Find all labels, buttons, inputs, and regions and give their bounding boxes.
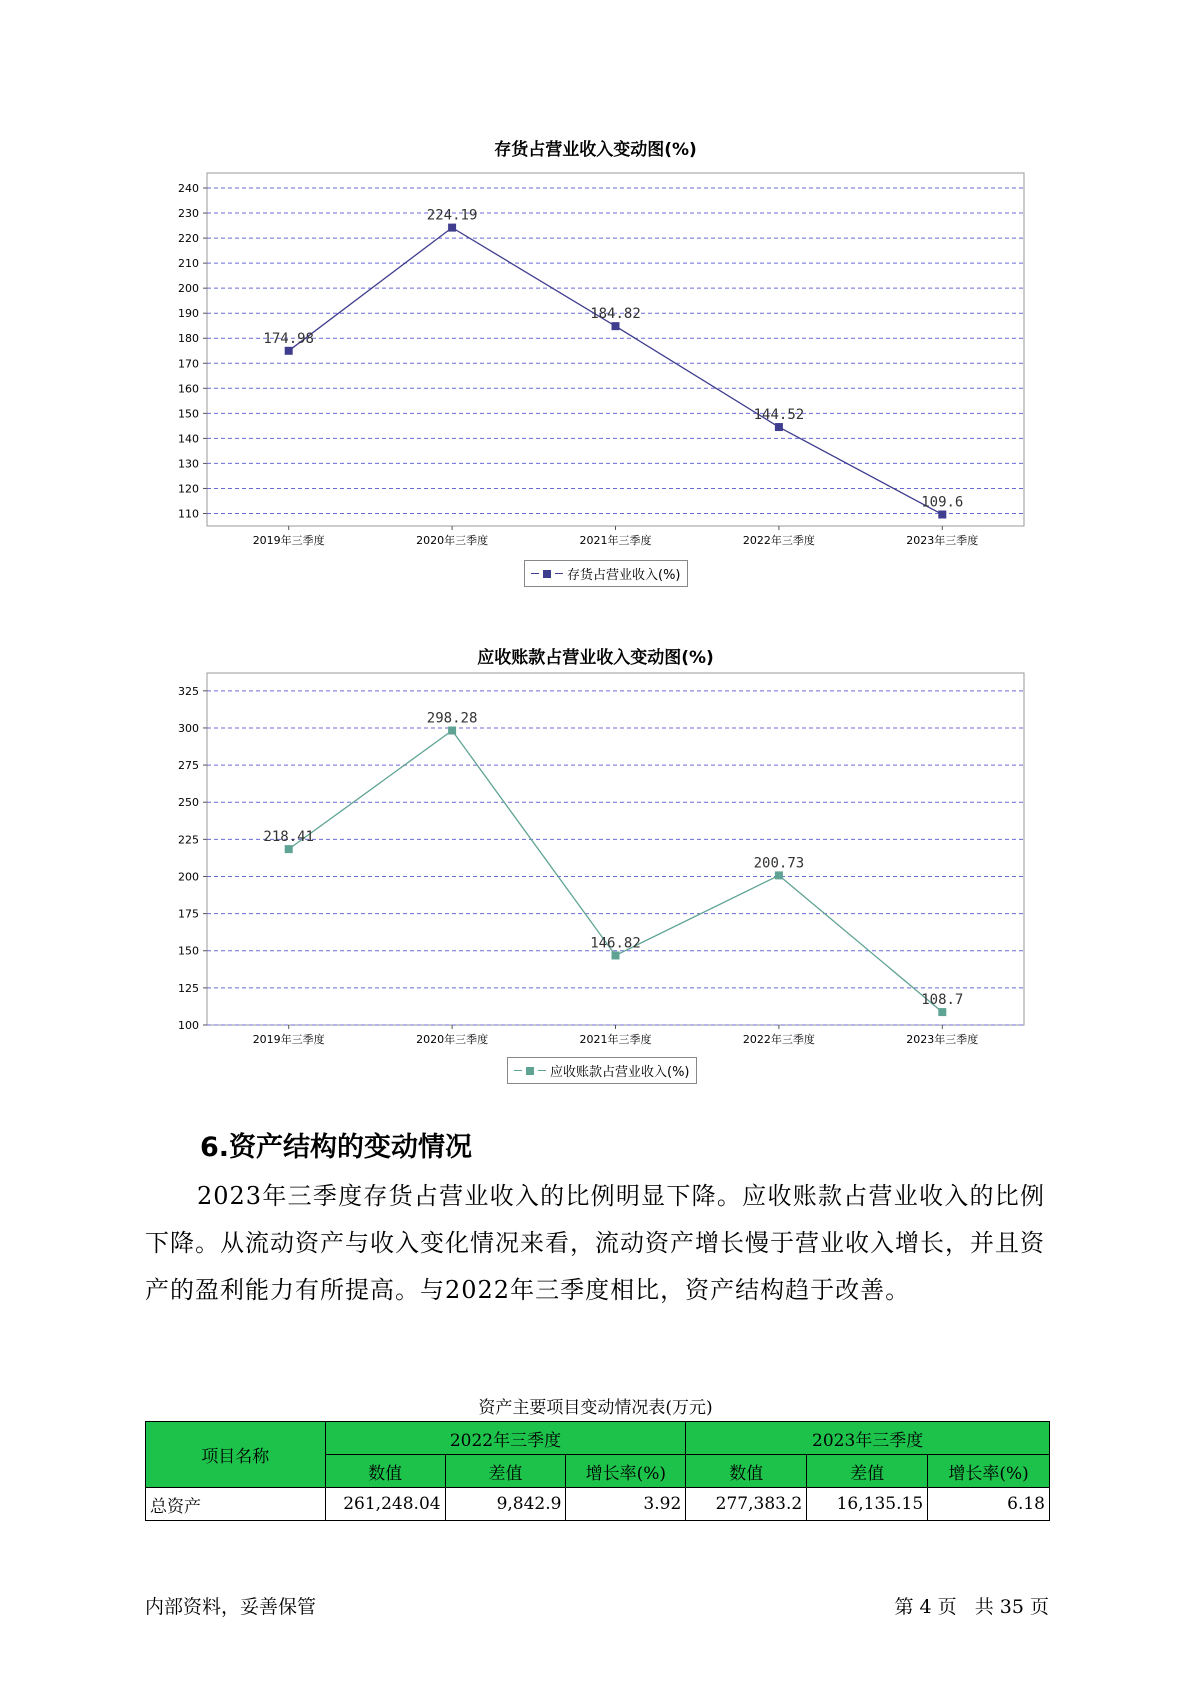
subheader-diff: 差值 — [807, 1455, 928, 1488]
cell-diff: 16,135.15 — [807, 1488, 928, 1521]
x-tick-label: 2019年三季度 — [252, 1033, 325, 1046]
subheader-growth: 增长率(%) — [566, 1455, 686, 1488]
y-tick-label: 225 — [178, 833, 199, 847]
x-tick-label: 2021年三季度 — [579, 534, 652, 547]
y-tick-label: 150 — [178, 944, 199, 958]
asset-change-table — [145, 1421, 1050, 1521]
y-tick-label: 125 — [178, 981, 199, 995]
y-tick-label: 210 — [178, 257, 199, 271]
data-point — [448, 727, 456, 735]
x-tick-label: 2020年三季度 — [416, 1033, 489, 1046]
data-label: 108.7 — [921, 992, 964, 1009]
cell-value: 261,248.04 — [325, 1488, 445, 1521]
x-tick-label: 2021年三季度 — [579, 1033, 652, 1046]
y-tick-label: 160 — [178, 382, 199, 396]
y-tick-label: 120 — [178, 482, 199, 496]
table-title: 资产主要项目变动情况表(万元) — [478, 1398, 713, 1418]
y-tick-label: 325 — [178, 684, 199, 698]
header-item-name: 项目名称 — [146, 1422, 326, 1488]
data-label: 174.98 — [263, 330, 314, 347]
analysis-paragraph: 2023年三季度存货占营业收入的比例明显下降。应收账款占营业收入的比例下降。从流动资产与收入变化情况来看，流动资产增长慢于营业收入增长，并且资产的盈利能力有所提高。与2022年三季度相比，资产结构趋于改善。 — [145, 1182, 1045, 1304]
chart-2-legend-label: 应收账款占营业收入(%) — [550, 1065, 690, 1080]
y-tick-label: 240 — [178, 182, 199, 196]
cell-diff: 9,842.9 — [445, 1488, 566, 1521]
y-tick-label: 300 — [178, 721, 199, 735]
y-tick-label: 180 — [178, 332, 199, 346]
chart-2-title: 应收账款占营业收入变动图(%) — [477, 648, 714, 668]
table-row — [146, 1488, 1050, 1521]
header-period-2023: 2023年三季度 — [686, 1422, 1050, 1455]
y-tick-label: 110 — [178, 507, 199, 521]
y-tick-label: 250 — [178, 796, 199, 810]
x-tick-label: 2023年三季度 — [906, 534, 979, 547]
data-label: 218.41 — [263, 829, 314, 846]
chart-1-legend-label: 存货占营业收入(%) — [567, 568, 681, 583]
data-label: 144.52 — [753, 407, 805, 424]
subheader-diff: 差值 — [445, 1455, 566, 1488]
y-tick-label: 230 — [178, 207, 199, 221]
y-tick-label: 275 — [178, 759, 199, 773]
y-tick-label: 130 — [178, 457, 199, 471]
legend-line-icon — [514, 1070, 522, 1071]
data-label: 200.73 — [753, 855, 805, 872]
cell-growth: 6.18 — [928, 1488, 1050, 1521]
y-tick-label: 140 — [178, 432, 199, 446]
data-point — [775, 871, 783, 879]
data-point — [938, 1008, 946, 1016]
y-tick-label: 200 — [178, 282, 199, 296]
section-heading: 6.资产结构的变动情况 — [200, 1132, 473, 1163]
data-label: 146.82 — [590, 935, 641, 952]
subheader-growth: 增长率(%) — [928, 1455, 1050, 1488]
y-tick-label: 175 — [178, 907, 199, 921]
subheader-value: 数值 — [686, 1455, 807, 1488]
x-tick-label: 2023年三季度 — [906, 1033, 979, 1046]
data-label: 184.82 — [590, 306, 641, 323]
y-tick-label: 220 — [178, 232, 199, 246]
x-tick-label: 2019年三季度 — [252, 534, 325, 547]
cell-value: 277,383.2 — [686, 1488, 807, 1521]
data-label: 109.6 — [921, 494, 964, 511]
y-tick-label: 190 — [178, 307, 199, 321]
legend-marker-icon — [526, 1067, 534, 1075]
y-tick-label: 150 — [178, 407, 199, 421]
data-label: 298.28 — [426, 710, 478, 727]
cell-growth: 3.92 — [566, 1488, 686, 1521]
y-tick-label: 200 — [178, 870, 199, 884]
y-tick-label: 100 — [178, 1019, 199, 1032]
data-point — [612, 951, 620, 959]
legend-line-icon — [538, 1070, 546, 1071]
data-point — [285, 845, 293, 853]
plot-area — [207, 673, 1024, 1025]
subheader-value: 数值 — [325, 1455, 445, 1488]
chart-1-title: 存货占营业收入变动图(%) — [494, 140, 697, 160]
data-label: 224.19 — [426, 207, 478, 224]
y-tick-label: 170 — [178, 357, 199, 371]
header-period-2022: 2022年三季度 — [325, 1422, 686, 1455]
footer-page-number: 第 4 页 共 35 页 — [894, 1596, 1049, 1618]
footer-left: 内部资料，妥善保管 — [145, 1596, 317, 1618]
x-tick-label: 2022年三季度 — [742, 1033, 815, 1046]
x-tick-label: 2020年三季度 — [416, 534, 489, 547]
row-name: 总资产 — [146, 1488, 326, 1521]
chart-2-legend — [507, 1057, 697, 1084]
x-tick-label: 2022年三季度 — [742, 534, 815, 547]
